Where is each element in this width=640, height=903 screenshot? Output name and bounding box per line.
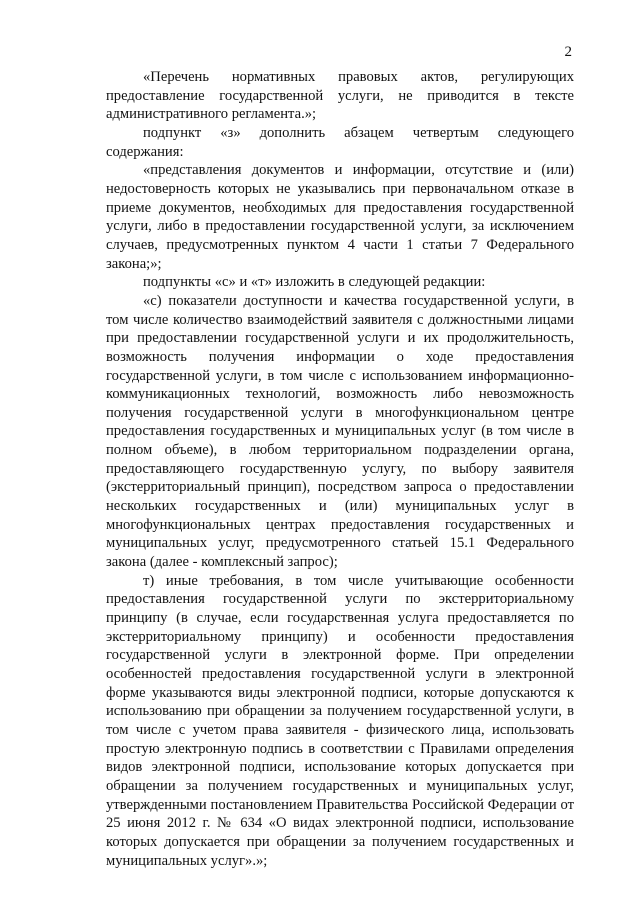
page-number: 2 — [564, 44, 572, 60]
paragraph-subpoint-t: т) иные требования, в том числе учитывающие особенности предоставления государственной услуги по экстерриториальному принципу (в случае, если государственная услуга предоставляется по экстерриториальному принципу) и особенности предоставления государственной услуги в электронной форме. При определении особенностей предоставления государственной услуги в электронной форме указываются виды электронной подписи, которые допускаются к использованию при обращении за получением государственной услуги, в том числе с учетом права заявителя - физического лица, использовать простую электронную подпись в соответствии с Правилами определения видов электронной подписи, использование которых допускается при обращении за получением государственных и муниципальных услуг, утвержденными постановлением Правительства Российской Федерации от 25 июня 2012 г. № 634 «О видах электронной подписи, использование которых допускается при обращении за получением государственных и муниципальных услуг».»; — [106, 572, 574, 869]
document-body — [106, 68, 574, 870]
paragraph-document-submission: «представления документов и информации, отсутствие и (или) недостоверность которых не указывались при первоначальном отказе в приеме документов, необходимых для предоставления государственной услуги, либо в предоставлении государственной услуги, за исключением случаев, предусмотренных пунктом 4 части 1 статьи 7 Федерального закона;»; — [106, 162, 574, 272]
paragraph-subpoint-z: подпункт «з» дополнить абзацем четвертым следующего содержания: — [106, 124, 574, 160]
paragraph-subpoint-s: «с) показатели доступности и качества государственной услуги, в том числе количество взаимодействий заявителя с должностными лицами при предоставлении государственной услуги и их продолжительность, возможность получения информации о ходе предоставления государственной услуги, в том числе с использованием информационно-коммуникационных технологий, возможность либо невозможность получения государственной услуги в многофункциональном центре предоставления государственных и муниципальных услуг (в том числе в полном объеме), в любом территориальном подразделении органа, предоставляющего государственную услугу, по выбору заявителя (экстерриториальный принцип), посредством запроса о предоставлении нескольких государственных и (или) муниципальных услуг в многофункциональных центрах предоставления государственных и муниципальных услуг, предусмотренного статьей 15.1 Федерального закона (далее - комплексный запрос); — [106, 292, 574, 571]
paragraph-subpoints-s-t: подпункты «с» и «т» изложить в следующей редакции: — [143, 274, 486, 291]
paragraph-list-of-acts: «Перечень нормативных правовых актов, регулирующих предоставление государственной услуги, не приводится в тексте административного регламента.»; — [106, 69, 574, 123]
